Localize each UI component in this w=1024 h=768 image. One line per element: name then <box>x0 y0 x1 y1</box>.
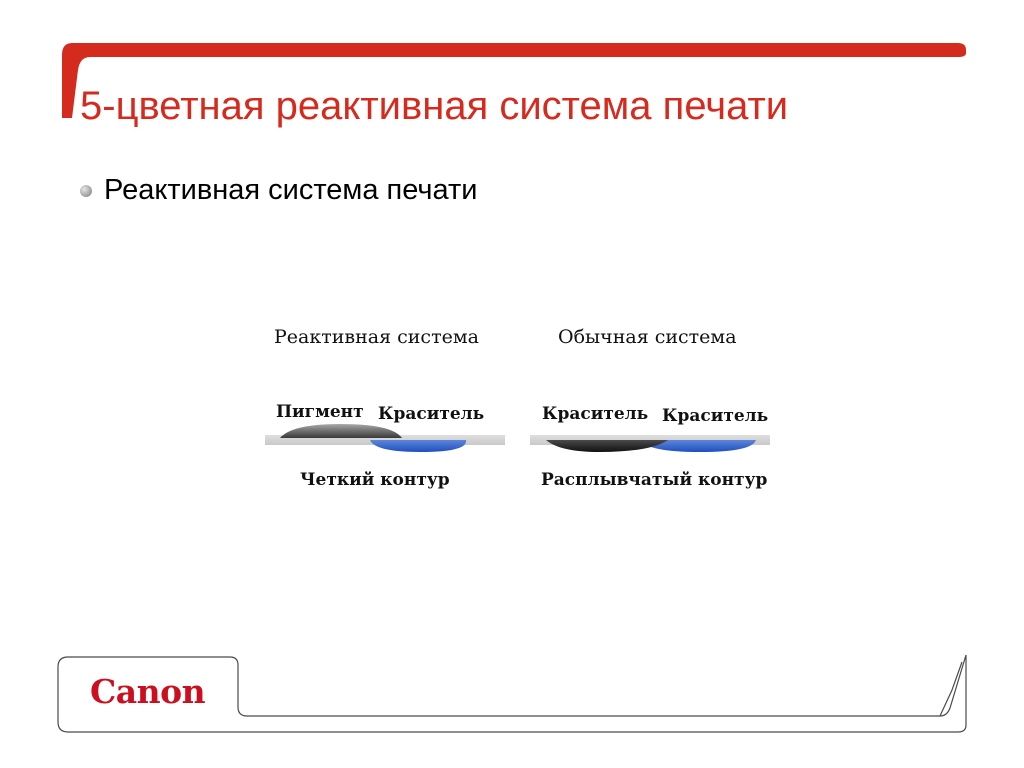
page-title: 5-цветная реактивная система печати <box>80 84 789 128</box>
label-dye-right-a: Краситель <box>542 404 649 424</box>
left-heading: Реактивная система <box>274 326 479 348</box>
label-dye-right-b: Краситель <box>662 406 769 426</box>
dye-drop-right-black <box>546 440 668 452</box>
bullet-text: Реактивная система печати <box>104 174 478 206</box>
caption-blurred: Расплывчатый контур <box>541 470 768 490</box>
dye-drop-left <box>370 440 466 452</box>
label-dye-left: Краситель <box>378 404 485 424</box>
label-pigment: Пигмент <box>276 402 364 422</box>
pigment-drop-left <box>280 424 402 438</box>
canon-logo: Canon <box>90 672 206 711</box>
right-heading: Обычная система <box>558 326 737 348</box>
caption-sharp: Четкий контур <box>300 470 450 490</box>
